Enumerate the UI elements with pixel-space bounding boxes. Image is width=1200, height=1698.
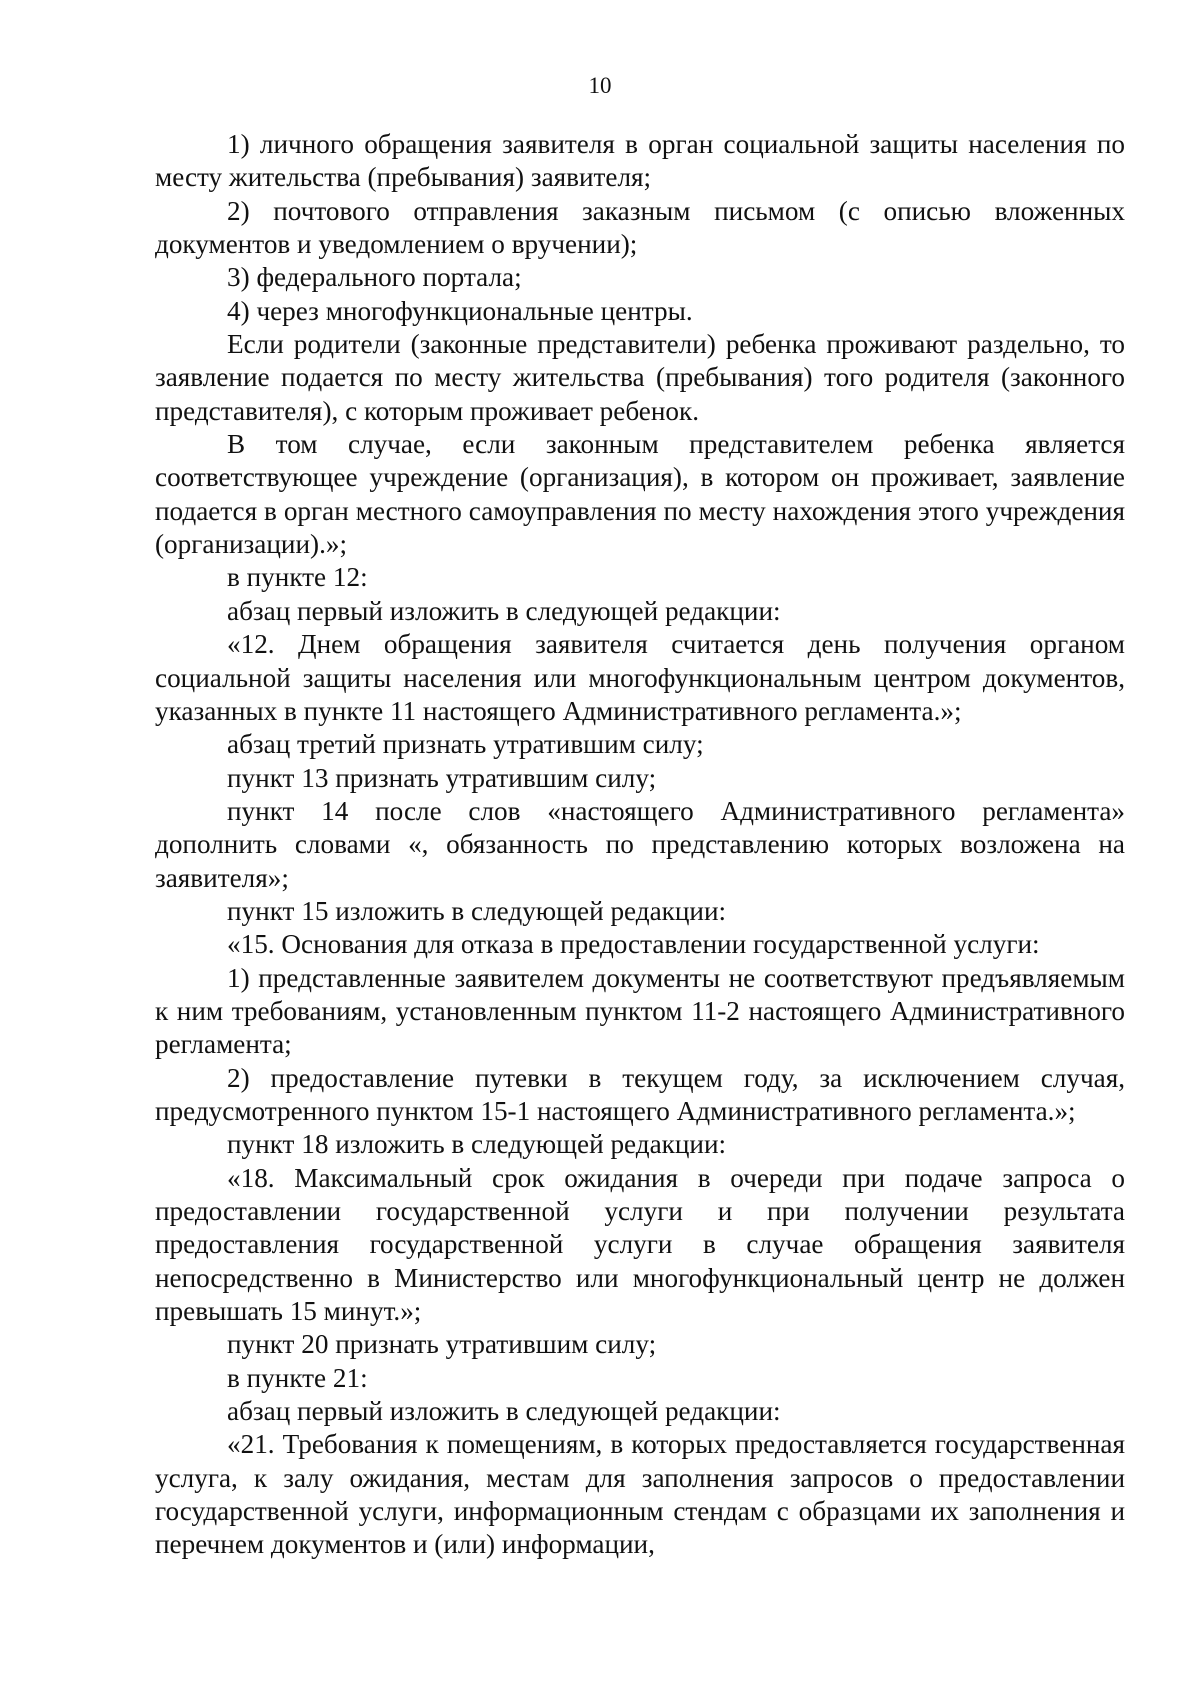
paragraph: «12. Днем обращения заявителя считается день получения органом социальной защиты населения или многофункциональным центром документов, указанных в пункте 11 настоящего Административного регламента.»; bbox=[155, 629, 1125, 726]
paragraph: абзац первый изложить в следующей редакции: bbox=[227, 595, 781, 626]
paragraph: абзац третий признать утратившим силу; bbox=[227, 729, 704, 760]
paragraph: 2) предоставление путевки в текущем году, за исключением случая, предусмотренного пунктом 15-1 настоящего Административного регламента.»; bbox=[155, 1062, 1125, 1126]
paragraph: пункт 20 признать утратившим силу; bbox=[227, 1329, 657, 1360]
paragraph: в пункте 12: bbox=[227, 562, 368, 593]
paragraph: 2) почтового отправления заказным письмом (с описью вложенных документов и уведомлением о вручении); bbox=[155, 195, 1125, 260]
paragraph: «15. Основания для отказа в предоставлении государственной услуги: bbox=[227, 929, 1040, 960]
paragraph: пункт 18 изложить в следующей редакции: bbox=[227, 1129, 727, 1160]
paragraph: абзац первый изложить в следующей редакции: bbox=[227, 1396, 781, 1427]
paragraph: «21. Требования к помещениям, в которых предоставляется государственная услуга, к залу ожидания, местам для заполнения запросов о предоставлении государственной услуги, информационным стендам с образцами их заполнения и перечнем документов и (или) информации, bbox=[155, 1429, 1125, 1560]
paragraph: пункт 13 признать утратившим силу; bbox=[227, 762, 657, 793]
paragraph: в пункте 21: bbox=[227, 1362, 368, 1393]
paragraph: 3) федерального портала; bbox=[227, 262, 522, 293]
paragraph: пункт 14 после слов «настоящего Административного регламента» дополнить словами «, обязанность по представлению которых возложена на заявителя»; bbox=[155, 795, 1125, 893]
paragraph: Если родители (законные представители) ребенка проживают раздельно, то заявление подается по месту жительства (пребывания) того родителя (законного представителя), с которым проживает ребенок. bbox=[155, 329, 1125, 426]
paragraph: 1) представленные заявителем документы не соответствуют предъявляемым к ним требованиям, установленным пунктом 11-2 настоящего Административного регламента; bbox=[155, 962, 1125, 1060]
paragraph: «18. Максимальный срок ожидания в очереди при подаче запроса о предоставлении государственной услуги и при получении результата предоставления государственной услуги в случае обращения заявителя непосредственно в Министерство или многофункциональный центр не должен превышать 15 минут.»; bbox=[155, 1162, 1125, 1327]
paragraph: В том случае, если законным представителем ребенка является соответствующее учреждение (организация), в котором он проживает, заявление подается в орган местного самоуправления по месту нахождения этого учреждения (организации).»; bbox=[155, 429, 1125, 560]
page-number: 10 bbox=[588, 73, 612, 98]
paragraph: 1) личного обращения заявителя в орган социальной защиты населения по месту жительства (пребывания) заявителя; bbox=[155, 129, 1125, 193]
document-body bbox=[155, 128, 1125, 1562]
paragraph: пункт 15 изложить в следующей редакции: bbox=[227, 895, 727, 926]
paragraph: 4) через многофункциональные центры. bbox=[227, 295, 693, 326]
